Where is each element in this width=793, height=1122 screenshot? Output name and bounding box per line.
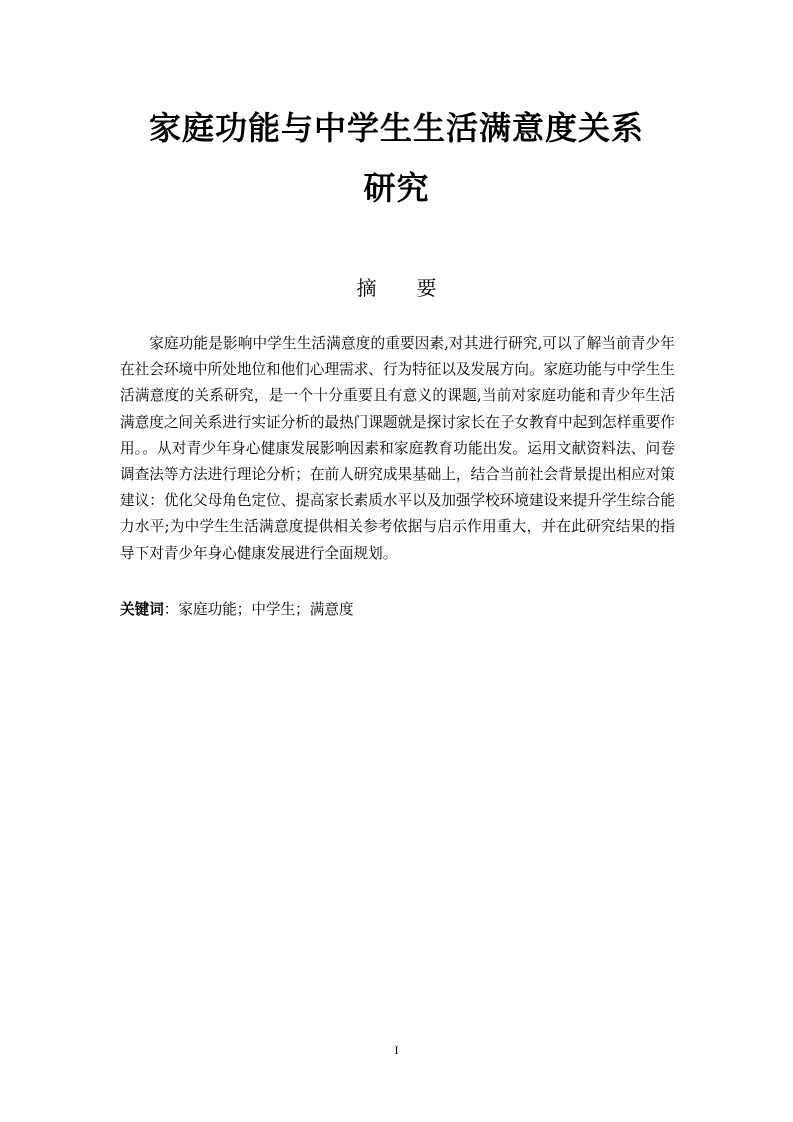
page-number: I	[394, 1043, 399, 1057]
document-title-line-2: 研究	[363, 169, 430, 207]
abstract-paragraph: 家庭功能是影响中学生生活满意度的重要因素,对其进行研究,可以了解当前青少年在社会环境中所处地位和他们心理需求、行为特征以及发展方向。家庭功能与中学生生活满意度的关系研究，是一个十分重要且有意义的课题,当前对家庭功能和青少年生活满意度之间关系进行实证分析的最热门课题就是探讨家长在子女教育中起到怎样重要作用。。从对青少年身心健康发展影响因素和家庭教育功能出发。运用文献资料法、问卷调查法等方法进行理论分析；在前人研究成果基础上，结合当前社会背景提出相应对策建议：优化父母角色定位、提高家长素质水平以及加强学校环境建设来提升学生综合能力水平;为中学生生活满意度提供相关参考依据与启示作用重大，并在此研究结果的指导下对青少年身心健康发展进行全面规划。	[120, 335, 675, 562]
abstract-heading	[0, 275, 793, 301]
keywords-line	[120, 597, 675, 623]
abstract-body	[120, 331, 675, 567]
keywords-separator: ：	[163, 601, 179, 618]
document-title-line-1: 家庭功能与中学生生活满意度关系	[148, 109, 644, 147]
keywords-label: 关键词	[120, 601, 164, 618]
abstract-heading-char-1: 摘	[356, 276, 377, 300]
abstract-heading-char-2: 要	[416, 276, 437, 300]
keywords-text: 家庭功能；中学生；满意度	[178, 601, 354, 618]
